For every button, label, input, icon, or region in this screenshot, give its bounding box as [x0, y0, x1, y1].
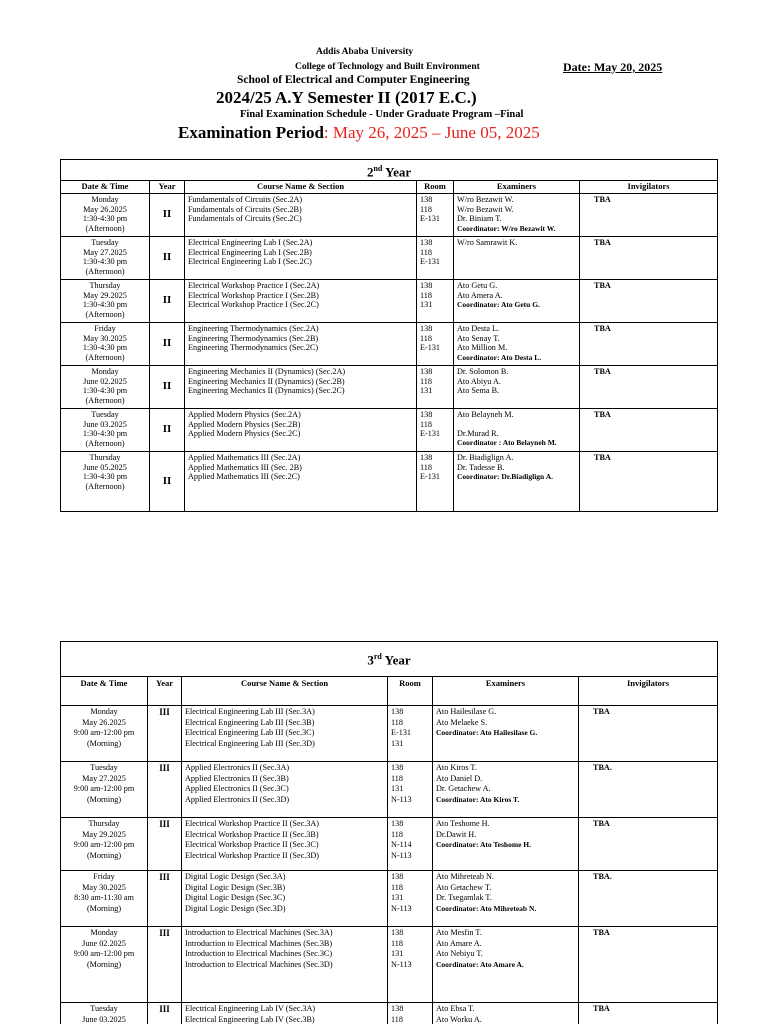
- examiner-name: Dr. Tsegamlak T.: [436, 893, 492, 902]
- course-section: Applied Mathematics III (Sec.2C): [188, 472, 300, 481]
- examiner-name: Ato Desta L.: [457, 324, 500, 333]
- coordinator: Coordinator: Ato Teshome H.: [436, 840, 532, 849]
- year2-tbody: [61, 160, 718, 512]
- examiner-name: Ato Abiyu A.: [457, 376, 501, 386]
- document-date: Date: May 20, 2025: [563, 60, 663, 74]
- course-cell: [182, 818, 388, 871]
- examiner-name: Ato Hailesilase G.: [436, 707, 497, 716]
- table-row: [61, 366, 718, 409]
- date-time-cell: [61, 762, 148, 818]
- date-line: Tuesday: [91, 238, 119, 247]
- coordinator: Coordinator: W/ro Bezawit W.: [457, 223, 556, 233]
- date-line: 1:30-4:30 pm: [82, 429, 128, 438]
- col-room: Room: [388, 677, 433, 706]
- date-line: Monday: [90, 707, 118, 716]
- invigilators-cell: TBA: [580, 323, 718, 366]
- room-number: 138: [391, 819, 404, 828]
- course-cell: [182, 706, 388, 762]
- col-examiners: Examiners: [433, 677, 579, 706]
- date-line: 1:30-4:30 pm: [82, 214, 128, 223]
- date-line: 1:30-4:30 pm: [82, 257, 128, 266]
- course-section: Electrical Engineering Lab III (Sec.3D): [185, 738, 315, 748]
- room-number: N-113: [391, 850, 412, 860]
- examiner-name: W/ro Samrawit K.: [457, 238, 518, 247]
- examiner-name: Ato Ebsa T.: [436, 1004, 475, 1013]
- schedule-title: Final Examination Schedule - Under Graduate Program –Final: [240, 109, 524, 120]
- room-cell: [388, 871, 433, 927]
- room-cell: [417, 366, 454, 409]
- invigilators-cell: TBA: [579, 706, 718, 762]
- examiner-name: Dr. Getachew A.: [436, 784, 491, 793]
- examiner-name: Ato Sema B.: [457, 386, 500, 395]
- date-line: Friday: [93, 872, 115, 881]
- room-number: 138: [391, 928, 404, 937]
- course-section: Introduction to Electrical Machines (Sec.3A): [185, 928, 333, 937]
- table-row: [61, 452, 718, 512]
- year-cell: III: [148, 762, 182, 818]
- room-cell: [417, 323, 454, 366]
- course-section: Applied Electronics II (Sec.3D): [185, 794, 290, 804]
- room-number: 118: [420, 419, 432, 429]
- date-line: June 02.2025: [82, 938, 126, 948]
- invigilators-cell: TBA: [580, 280, 718, 323]
- examiners-cell: [433, 762, 579, 818]
- examiner-name: Ato Worku A.: [436, 1014, 482, 1024]
- room-number: E-131: [391, 728, 412, 737]
- examiner-name: Ato Daniel D.: [436, 773, 483, 783]
- date-line: (Afternoon): [85, 395, 125, 405]
- examiner-name: Dr.Murad R.: [457, 428, 499, 438]
- course-cell: [182, 927, 388, 1003]
- course-cell: [182, 762, 388, 818]
- col-course: Course Name & Section: [185, 181, 417, 194]
- invigilators-cell: TBA: [579, 1003, 718, 1024]
- date-time-cell: [61, 871, 148, 927]
- date-time-cell: [61, 927, 148, 1003]
- year-cell: III: [148, 818, 182, 871]
- examiner-name: Ato Belayneh M.: [457, 410, 514, 419]
- examiners-cell: [433, 871, 579, 927]
- date-line: May 30.2025: [83, 333, 127, 343]
- date-time-cell: [61, 452, 150, 512]
- date-line: 8:30 am-11:30 am: [74, 893, 134, 902]
- date-line: June 05.2025: [83, 462, 127, 472]
- examiners-cell: [433, 1003, 579, 1024]
- course-cell: [185, 452, 417, 512]
- examiner-name: Dr. Tadesse B.: [457, 462, 505, 472]
- course-section: Introduction to Electrical Machines (Sec.3D): [185, 959, 333, 969]
- invigilators-cell: TBA: [579, 927, 718, 1003]
- col-date-time: Date & Time: [61, 181, 150, 194]
- date-line: May 29.2025: [83, 290, 127, 300]
- course-cell: [185, 323, 417, 366]
- examiners-cell: [454, 194, 580, 237]
- examiner-name: W/ro Bezawit W.: [457, 204, 514, 214]
- examiner-name: Ato Getachew T.: [436, 882, 492, 892]
- room-number: 138: [391, 707, 404, 716]
- course-section: Electrical Engineering Lab I (Sec.2B): [188, 247, 312, 257]
- date-line: June 03.2025: [83, 419, 127, 429]
- invigilators-cell: TBA: [579, 818, 718, 871]
- date-line: 1:30-4:30 pm: [82, 300, 128, 309]
- date-line: (Afternoon): [85, 266, 125, 276]
- invigilators-cell: TBA: [580, 409, 718, 452]
- date-time-cell: [61, 409, 150, 452]
- room-number: 131: [391, 738, 404, 748]
- table-row: [61, 762, 718, 818]
- examiner-name: Ato Mihreteab N.: [436, 872, 494, 881]
- examiner-name: Dr. Biniam T.: [457, 214, 502, 223]
- course-section: Electrical Engineering Lab I (Sec.2A): [188, 238, 313, 247]
- examiners-cell: [454, 452, 580, 512]
- room-number: 138: [420, 367, 433, 376]
- date-line: 1:30-4:30 pm: [82, 386, 128, 395]
- col-year: Year: [150, 181, 185, 194]
- date-line: 9:00 am-12:00 pm: [73, 784, 135, 793]
- year3-title: 3rd Year: [61, 642, 718, 677]
- table-row: [61, 818, 718, 871]
- room-number: 118: [420, 333, 432, 343]
- room-cell: [417, 280, 454, 323]
- date-time-cell: [61, 323, 150, 366]
- examiner-name: Ato Nebiyu T.: [436, 949, 483, 958]
- col-examiners: Examiners: [454, 181, 580, 194]
- examiner-name: Dr. Solomon B.: [457, 367, 509, 376]
- room-cell: [388, 706, 433, 762]
- room-number: 138: [391, 763, 404, 772]
- year-cell: III: [148, 706, 182, 762]
- room-number: E-131: [420, 214, 441, 223]
- room-cell: [388, 818, 433, 871]
- room-number: E-131: [420, 429, 441, 438]
- course-section: Electrical Workshop Practice I (Sec.2B): [188, 290, 319, 300]
- year2-header-row: [61, 181, 718, 194]
- date-line: (Afternoon): [85, 438, 125, 448]
- examiner-name: Ato Teshome H.: [436, 819, 490, 828]
- room-number: 118: [391, 773, 403, 783]
- examiner-name: [457, 420, 576, 429]
- examiner-name: Dr.Dawit H.: [436, 829, 477, 839]
- room-number: N-113: [391, 903, 412, 913]
- year-cell: II: [150, 194, 185, 237]
- room-number: 118: [420, 376, 432, 386]
- year-cell: II: [150, 280, 185, 323]
- examiners-cell: [433, 706, 579, 762]
- room-number: 118: [420, 204, 432, 214]
- date-line: Tuesday: [91, 410, 119, 419]
- room-number: 131: [420, 300, 433, 309]
- course-section: Introduction to Electrical Machines (Sec.3B): [185, 938, 333, 948]
- table-row: [61, 323, 718, 366]
- date-line: (Morning): [86, 903, 122, 913]
- room-number: E-131: [420, 257, 441, 266]
- examiner-name: Ato Mesfin T.: [436, 928, 482, 937]
- date-time-cell: [61, 818, 148, 871]
- col-course: Course Name & Section: [182, 677, 388, 706]
- period-value: : May 26, 2025 – June 05, 2025: [323, 123, 540, 142]
- college-name: College of Technology and Built Environment: [295, 62, 480, 72]
- examiners-cell: [454, 323, 580, 366]
- col-invigilators: Invigilators: [579, 677, 718, 706]
- room-number: N-113: [391, 794, 412, 804]
- year-cell: III: [148, 1003, 182, 1024]
- date-line: Thursday: [89, 281, 121, 290]
- coordinator: Coordinator: Ato Mihreteab N.: [436, 903, 537, 913]
- date-time-cell: [61, 706, 148, 762]
- table-row: [61, 194, 718, 237]
- room-number: 131: [420, 386, 433, 395]
- room-number: 138: [420, 238, 433, 247]
- examiner-name: W/ro Bezawit W.: [457, 195, 514, 204]
- course-section: Applied Electronics II (Sec.3B): [185, 773, 289, 783]
- date-line: May 29.2025: [82, 829, 126, 839]
- room-number: 118: [420, 247, 432, 257]
- coordinator: Coordinator : Ato Belayneh M.: [457, 438, 557, 447]
- year-cell: III: [148, 871, 182, 927]
- year2-schedule-table: [60, 159, 718, 512]
- room-number: N-114: [391, 840, 412, 849]
- date-line: (Afternoon): [85, 309, 125, 319]
- date-line: Monday: [91, 367, 119, 376]
- room-number: 118: [391, 829, 403, 839]
- course-section: Electrical Engineering Lab III (Sec.3A): [185, 707, 315, 716]
- semester-title: 2024/25 A.Y Semester II (2017 E.C.): [216, 88, 477, 107]
- course-section: Electrical Workshop Practice II (Sec.3D): [185, 850, 320, 860]
- course-section: Fundamentals of Circuits (Sec.2C): [188, 214, 302, 223]
- room-cell: [417, 452, 454, 512]
- examiners-cell: [454, 366, 580, 409]
- year-cell: III: [148, 927, 182, 1003]
- date-line: May 27.2025: [82, 773, 126, 783]
- date-line: (Morning): [86, 794, 122, 804]
- course-section: Electrical Engineering Lab IV (Sec.3A): [185, 1004, 316, 1013]
- course-section: Applied Modern Physics (Sec.2A): [188, 410, 301, 419]
- date-line: (Morning): [86, 850, 122, 860]
- course-cell: [182, 871, 388, 927]
- room-number: 138: [391, 872, 404, 881]
- period-label: Examination Period: [178, 123, 324, 142]
- room-number: 138: [420, 195, 433, 204]
- date-time-cell: [61, 194, 150, 237]
- course-section: Electrical Workshop Practice I (Sec.2C): [188, 300, 319, 309]
- course-section: Engineering Thermodynamics (Sec.2C): [188, 343, 319, 352]
- course-cell: [185, 194, 417, 237]
- date-line: Thursday: [89, 453, 121, 462]
- date-line: 1:30-4:30 pm: [82, 343, 128, 352]
- date-line: May 26.2025: [83, 204, 127, 214]
- course-section: Fundamentals of Circuits (Sec.2B): [188, 204, 302, 214]
- room-cell: [388, 1003, 433, 1024]
- examiners-cell: [454, 409, 580, 452]
- course-section: Engineering Mechanics II (Dynamics) (Sec.2C): [188, 386, 345, 395]
- date-line: Thursday: [88, 819, 120, 828]
- date-line: 9:00 am-12:00 pm: [73, 840, 135, 849]
- room-cell: [417, 237, 454, 280]
- course-section: Applied Modern Physics (Sec.2C): [188, 429, 301, 438]
- examiner-name: Ato Getu G.: [457, 281, 498, 290]
- date-line: May 27.2025: [83, 247, 127, 257]
- course-cell: [185, 237, 417, 280]
- examiners-cell: [433, 818, 579, 871]
- course-section: Electrical Engineering Lab III (Sec.3B): [185, 717, 315, 727]
- examination-period: [178, 123, 540, 143]
- room-number: 118: [391, 1014, 403, 1024]
- course-section: Engineering Mechanics II (Dynamics) (Sec.2B): [188, 376, 345, 386]
- invigilators-cell: TBA.: [579, 871, 718, 927]
- examiner-name: Ato Senay T.: [457, 333, 500, 343]
- course-section: Electrical Workshop Practice II (Sec.3C): [185, 840, 319, 849]
- room-number: 138: [420, 410, 433, 419]
- course-section: Applied Electronics II (Sec.3A): [185, 763, 290, 772]
- examiner-name: Ato Kiros T.: [436, 763, 477, 772]
- year-cell: II: [150, 452, 185, 512]
- course-section: Electrical Engineering Lab I (Sec.2C): [188, 257, 312, 266]
- room-number: N-113: [391, 959, 412, 969]
- room-number: 138: [420, 453, 433, 462]
- year-cell: II: [150, 409, 185, 452]
- room-number: 138: [420, 281, 433, 290]
- course-section: Electrical Engineering Lab III (Sec.3C): [185, 728, 315, 737]
- year3-schedule-table: [60, 641, 718, 1024]
- room-cell: [417, 194, 454, 237]
- course-section: Applied Modern Physics (Sec.2B): [188, 419, 301, 429]
- course-section: Electrical Workshop Practice II (Sec.3A): [185, 819, 320, 828]
- date-time-cell: [61, 366, 150, 409]
- course-section: Digital Logic Design (Sec.3A): [185, 872, 286, 881]
- date-line: May 26.2025: [82, 717, 126, 727]
- coordinator: Coordinator: Dr.Biadiglign A.: [457, 472, 553, 481]
- course-section: Electrical Workshop Practice I (Sec.2A): [188, 281, 320, 290]
- room-number: 131: [391, 949, 404, 958]
- room-number: 118: [391, 882, 403, 892]
- date-line: June 03.2025: [82, 1014, 126, 1024]
- school-name: School of Electrical and Computer Engineering: [237, 74, 470, 86]
- room-number: 131: [391, 784, 404, 793]
- date-line: June 02.2025: [83, 376, 127, 386]
- invigilators-cell: TBA.: [579, 762, 718, 818]
- course-cell: [185, 280, 417, 323]
- course-section: Engineering Thermodynamics (Sec.2A): [188, 324, 319, 333]
- room-number: 118: [391, 938, 403, 948]
- university-name: Addis Ababa University: [316, 47, 414, 57]
- date-line: Friday: [94, 324, 116, 333]
- course-section: Electrical Engineering Lab IV (Sec.3B): [185, 1014, 315, 1024]
- date-line: 9:00 am-12:00 pm: [73, 728, 135, 737]
- date-time-cell: [61, 237, 150, 280]
- col-date-time: Date & Time: [61, 677, 148, 706]
- room-number: 118: [420, 290, 432, 300]
- date-line: (Morning): [86, 959, 122, 969]
- course-section: Electrical Workshop Practice II (Sec.3B): [185, 829, 319, 839]
- course-cell: [185, 366, 417, 409]
- year3-tbody: [61, 642, 718, 1024]
- invigilators-cell: TBA: [580, 366, 718, 409]
- examiner-name: Ato Melaeke S.: [436, 717, 488, 727]
- room-number: 118: [391, 717, 403, 727]
- date-line: Tuesday: [90, 1004, 118, 1013]
- date-line: (Morning): [86, 738, 122, 748]
- date-line: Monday: [90, 928, 118, 937]
- year-cell: II: [150, 237, 185, 280]
- invigilators-cell: TBA: [580, 194, 718, 237]
- coordinator: Coordinator: Ato Hailesilase G.: [436, 728, 538, 737]
- room-number: 118: [420, 462, 432, 472]
- coordinator: Coordinator: Ato Kiros T.: [436, 794, 520, 804]
- coordinator: Coordinator: Ato Getu G.: [457, 300, 540, 309]
- col-year: Year: [148, 677, 182, 706]
- date-line: (Afternoon): [85, 223, 125, 233]
- room-number: E-131: [420, 343, 441, 352]
- date-line: 9:00 am-12:00 pm: [73, 949, 135, 958]
- coordinator: Coordinator: Ato Amare A.: [436, 959, 524, 969]
- table-row: [61, 871, 718, 927]
- date-line: 1:30-4:30 pm: [82, 472, 128, 481]
- course-section: Fundamentals of Circuits (Sec.2A): [188, 195, 303, 204]
- date-line: Tuesday: [90, 763, 118, 772]
- examiners-cell: [454, 280, 580, 323]
- course-section: Applied Mathematics III (Sec. 2B): [188, 462, 302, 472]
- table-row: [61, 1003, 718, 1024]
- examiner-name: Dr. Biadiglign A.: [457, 453, 514, 462]
- col-room: Room: [417, 181, 454, 194]
- table-row: [61, 409, 718, 452]
- examiner-name: Ato Million M.: [457, 343, 508, 352]
- examiner-name: Ato Amera A.: [457, 290, 503, 300]
- examiner-name: Ato Amare A.: [436, 938, 482, 948]
- date-time-cell: [61, 280, 150, 323]
- col-invigilators: Invigilators: [580, 181, 718, 194]
- date-line: May 30.2025: [82, 882, 126, 892]
- course-cell: [185, 409, 417, 452]
- year2-title: 2nd Year: [61, 160, 718, 181]
- course-section: Digital Logic Design (Sec.3C): [185, 893, 286, 902]
- year3-header-row: [61, 677, 718, 706]
- examiners-cell: [454, 237, 580, 280]
- course-section: Digital Logic Design (Sec.3B): [185, 882, 286, 892]
- room-cell: [388, 762, 433, 818]
- course-section: Digital Logic Design (Sec.3D): [185, 903, 286, 913]
- table-row: [61, 280, 718, 323]
- course-section: Introduction to Electrical Machines (Sec.3C): [185, 949, 333, 958]
- room-number: E-131: [420, 472, 441, 481]
- date-line: (Afternoon): [85, 481, 125, 491]
- course-section: Engineering Thermodynamics (Sec.2B): [188, 333, 319, 343]
- table-row: [61, 706, 718, 762]
- room-cell: [388, 927, 433, 1003]
- year-cell: II: [150, 366, 185, 409]
- room-cell: [417, 409, 454, 452]
- course-section: Engineering Mechanics II (Dynamics) (Sec.2A): [188, 367, 346, 376]
- room-number: 138: [391, 1004, 404, 1013]
- invigilators-cell: TBA: [580, 237, 718, 280]
- date-line: (Afternoon): [85, 352, 125, 362]
- year-cell: II: [150, 323, 185, 366]
- examiners-cell: [433, 927, 579, 1003]
- course-section: Applied Electronics II (Sec.3C): [185, 784, 289, 793]
- table-row: [61, 237, 718, 280]
- course-section: Applied Mathematics III (Sec.2A): [188, 453, 301, 462]
- date-line: Monday: [91, 195, 119, 204]
- room-number: 138: [420, 324, 433, 333]
- table-row: [61, 927, 718, 1003]
- room-number: 131: [391, 893, 404, 902]
- course-cell: [182, 1003, 388, 1024]
- coordinator: Coordinator: Ato Desta L.: [457, 352, 542, 362]
- invigilators-cell: TBA: [580, 452, 718, 512]
- date-time-cell: [61, 1003, 148, 1024]
